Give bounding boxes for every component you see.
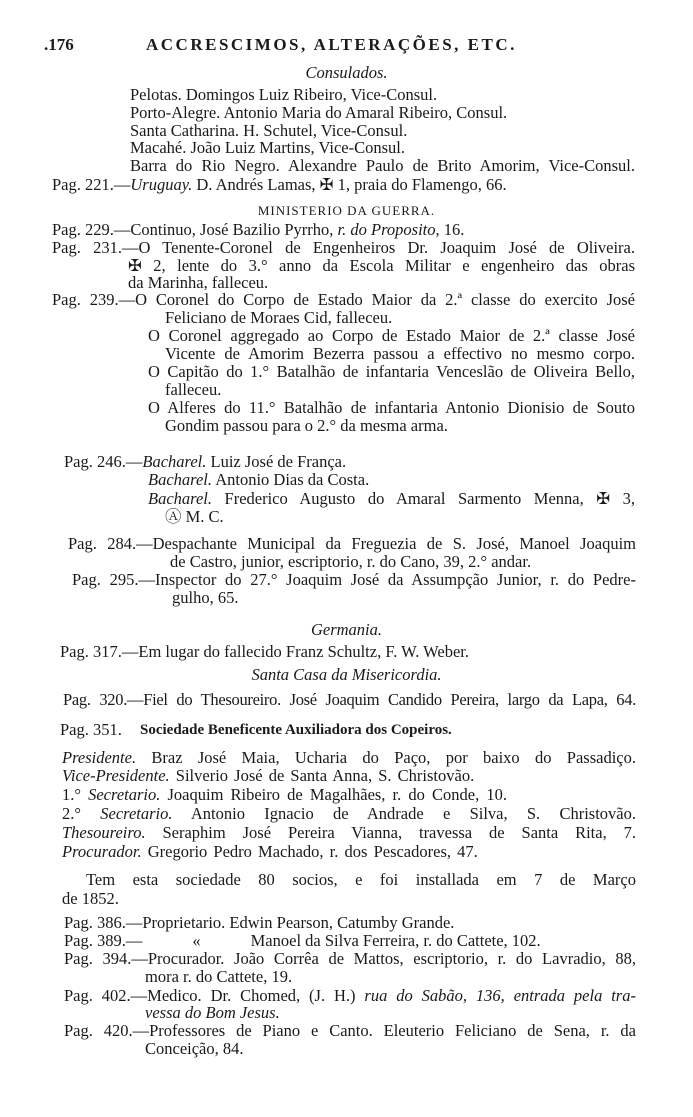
- title: Bacharel.: [148, 489, 212, 508]
- ordinal: 2.°: [62, 804, 101, 823]
- ordinal: 1.°: [62, 785, 89, 804]
- section-heading-santa-casa: Santa Casa da Misericordia.: [251, 665, 442, 684]
- role: Secretario.: [100, 804, 173, 823]
- entry-394-cont: mora r. do Cattete, 19.: [145, 967, 293, 986]
- officer-text: Joaquim Ribeiro de Magalhães, r. do Conde, 10.: [160, 785, 507, 804]
- entry-229: [52, 221, 464, 239]
- entry-295: Pag. 295.—Inspector do 27.° Joaquim José da Assumpção Junior, r. do Pedre-: [72, 570, 636, 589]
- entry-386: Pag. 386.—Proprietario. Edwin Pearson, Catumby Grande.: [64, 913, 455, 932]
- entry-231-cont: ✠ 2, lente do 3.° anno da Escola Militar e engenheiro das obras: [128, 256, 635, 275]
- entry-402-cont: vessa do Bom Jesus.: [145, 1003, 280, 1022]
- page-ref: Pag. 351.: [60, 720, 122, 739]
- society-note: Tem esta sociedade 80 socios, e foi installada em 7 de Março: [86, 870, 636, 889]
- entry-246-item: [148, 471, 369, 489]
- entry-221: [52, 176, 507, 194]
- entry-284: Pag. 284.—Despachante Municipal da Freguezia de S. José, Manoel Joaquim: [68, 534, 636, 553]
- entry-317: Pag. 317.—Em lugar do fallecido Franz Schultz, F. W. Weber.: [60, 642, 470, 661]
- officer-text: Gregorio Pedro Machado, r. dos Pescadores, 47.: [141, 842, 478, 861]
- entry-text: Frederico Augusto do Amaral Sarmento Menna, ✠ 3,: [212, 489, 635, 508]
- section-heading-consulados: Consulados.: [305, 63, 388, 82]
- entry-284-cont: de Castro, junior, escriptorio, r. do Cano, 39, 2.° andar.: [170, 552, 532, 571]
- page-ref: Pag. 389.—: [64, 931, 143, 950]
- entry-239-cont: Feliciano de Moraes Cid, falleceu.: [165, 308, 393, 327]
- street: r. do Proposito: [337, 220, 436, 239]
- officer-text: Silverio José de Santa Anna, S. Christovão.: [169, 766, 475, 785]
- entry-231: Pag. 231.—O Tenente-Coronel de Engenheiros Dr. Joaquim José de Oliveira.: [52, 238, 635, 257]
- entry-420-cont: Conceição, 84.: [145, 1039, 244, 1058]
- ditto-mark: «: [192, 931, 201, 950]
- officer-vice-president: [62, 767, 474, 785]
- entry-231-cont: da Marinha, falleceu.: [128, 273, 269, 292]
- officer-text: Seraphim José Pereira Vianna, travessa de Santa Rita, 7.: [145, 823, 636, 842]
- society-title: Sociedade Beneficente Auxiliadora dos Copeiros.: [140, 722, 452, 738]
- entry-239-item: O Capitão do 1.° Batalhão de infantaria Venceslão de Oliveira Bello,: [148, 362, 635, 381]
- role: Presidente.: [62, 748, 137, 767]
- officer-1st-secretary: [62, 786, 507, 804]
- consul-entry: Porto-Alegre. Antonio Maria do Amaral Ribeiro, Consul.: [130, 103, 508, 122]
- role: Secretario.: [88, 785, 161, 804]
- entry-295-cont: gulho, 65.: [172, 588, 239, 607]
- entry-text: D. Andrés Lamas, ✠ 1, praia do Flamengo, 66.: [192, 175, 507, 194]
- country: Uruguay.: [130, 175, 193, 194]
- entry-239: Pag. 239.—O Coronel do Corpo de Estado Maior da 2.ª classe do exercito José: [52, 290, 635, 309]
- entry-351: [60, 721, 122, 739]
- entry-394: Pag. 394.—Procurador. João Corrêa de Mattos, escriptorio, r. do Lavradio, 88,: [64, 949, 636, 968]
- role: Procurador.: [62, 842, 142, 861]
- consul-entry: Pelotas. Domingos Luiz Ribeiro, Vice-Consul.: [130, 85, 438, 104]
- entry-text: Antonio Dias da Costa.: [212, 470, 370, 489]
- entry-246-item: [148, 490, 635, 508]
- officer-president: [62, 749, 636, 767]
- entry-text: Pag. 402.—Medico. Dr. Chomed, (J. H.): [64, 986, 365, 1005]
- officer-text: Antonio Ignacio de Andrade e Silva, S. Christovão.: [172, 804, 636, 823]
- officer-text: Braz José Maia, Ucharia do Paço, por baixo do Passadiço.: [136, 748, 636, 767]
- society-note-cont: de 1852.: [62, 889, 119, 908]
- consul-entry: Barra do Rio Negro. Alexandre Paulo de Brito Amorim, Vice-Consul.: [130, 156, 635, 175]
- entry-text: Manoel da Silva Ferreira, r. do Cattete, 102.: [250, 931, 541, 950]
- page-ref: Pag. 246.—: [64, 452, 143, 471]
- entry-389: [64, 932, 541, 950]
- entry-239-cont: Vicente de Amorim Bezerra passou a effectivo no mesmo corpo.: [165, 344, 635, 363]
- officer-treasurer: [62, 824, 636, 842]
- role: Thesoureiro.: [62, 823, 146, 842]
- entry-420: Pag. 420.—Professores de Piano e Canto. Eleuterio Feliciano de Sena, r. da: [64, 1021, 636, 1040]
- entry-239-item: O Alferes do 11.° Batalhão de infantaria Antonio Dionisio de Souto: [148, 398, 635, 417]
- officer-2nd-secretary: [62, 805, 636, 823]
- title: Bacharel.: [148, 470, 212, 489]
- title: Bacharel.: [142, 452, 207, 471]
- page-ref: Pag. 229.—: [52, 220, 131, 239]
- consul-entry: Santa Catharina. H. Schutel, Vice-Consul.: [130, 121, 408, 140]
- entry-320: Pag. 320.—Fiel do Thesoureiro. José Joaquim Candido Pereira, largo da Lapa, 64.: [63, 690, 636, 709]
- officer-procurator: [62, 843, 478, 861]
- section-heading-guerra: MINISTERIO DA GUERRA.: [257, 203, 436, 218]
- section-heading-germania: Germania.: [310, 620, 383, 639]
- entry-239-item: O Coronel aggregado ao Corpo de Estado Maior de 2.ª classe José: [148, 326, 635, 345]
- consul-entry: Macahé. João Luiz Martins, Vice-Consul.: [130, 138, 406, 157]
- entry-text: Continuo, José Bazilio Pyrrho,: [130, 220, 338, 239]
- page-number: .176: [44, 35, 74, 54]
- entry-239-cont: falleceu.: [165, 380, 222, 399]
- entry-text: Luiz José de França.: [206, 452, 347, 471]
- number: , 16.: [435, 220, 465, 239]
- entry-246-cont: Ⓐ M. C.: [165, 507, 224, 526]
- page-ref: Pag. 221.—: [52, 175, 131, 194]
- running-title: ACCRESCIMOS, ALTERAÇÕES, ETC.: [146, 35, 517, 54]
- role: Vice-Presidente.: [62, 766, 170, 785]
- entry-246: [64, 453, 346, 471]
- address: rua do Sabão, 136, entrada pela tra-: [364, 986, 636, 1005]
- entry-239-cont: Gondim passou para o 2.° da mesma arma.: [165, 416, 448, 435]
